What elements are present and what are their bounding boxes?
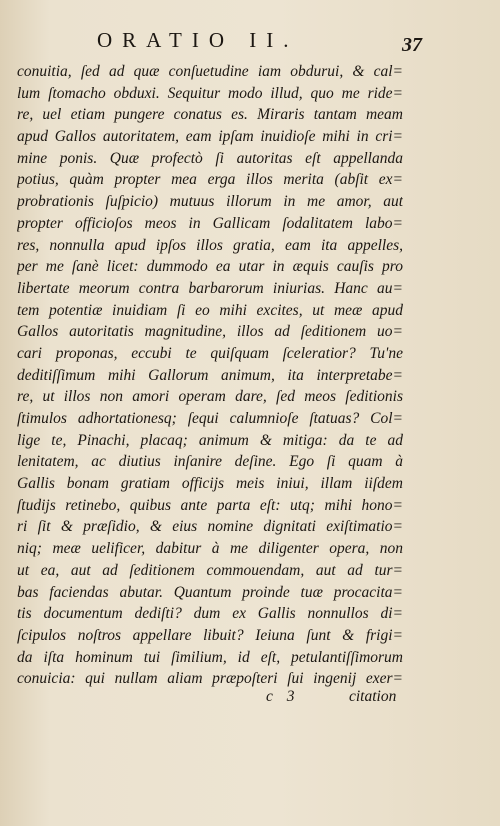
- text-line: mine ponis. Quæ profectò ſi autoritas eſt appellanda: [17, 149, 403, 167]
- text-line: conuitia, ſed ad quæ conſuetudine iam obdurui, & cal=: [17, 63, 403, 80]
- text-line: probrationis ſuſpicio) mutuus illorum in me amor, aut: [17, 193, 403, 211]
- text-line: lige te, Pinachi, placaq; animum & mitiga: da te ad: [17, 431, 403, 449]
- text-line: ſtimulos adhortationesq; ſequi calumnioſe ſtatuas? Col=: [17, 410, 403, 427]
- page-number: 37: [402, 34, 422, 56]
- page-footer: [0, 688, 500, 712]
- text-line: per me ſanè licet: dummodo ea utar in æquis cauſis pro: [17, 258, 403, 276]
- catchword: citation: [349, 688, 397, 705]
- text-line: lum ſtomacho obduxi. Sequitur modo illud, quo me ride=: [17, 84, 403, 102]
- text-line: propter officioſos meos in Gallicam ſodalitatem labo=: [17, 214, 403, 232]
- text-line: ſcipulos noſtros appellare libuit? Ieiuna ſunt & frigi=: [17, 626, 403, 644]
- text-line: Gallis bonam gratiam officijs meis iniui, illam iiſdem: [17, 475, 403, 493]
- text-line: da iſta hominum tui ſimilium, id eſt, petulantiſſimorum: [17, 648, 403, 666]
- text-line: cari proponas, eccubi te quiſquam ſceleratior? Tu'ne: [17, 344, 403, 362]
- text-line: apud Gallos autoritatem, eam ipſam inuidioſe mihi in cri=: [17, 128, 403, 146]
- text-line: deditiſſimum mihi Gallorum animum, ita interpretabe=: [17, 366, 403, 384]
- text-line: Gallos autoritatis magnitudine, illos ad ſeditionem uo=: [17, 323, 403, 341]
- text-line: lenitatem, ac diutius inſanire deſine. Ego ſi quam à: [17, 453, 403, 471]
- text-line: ſtudijs retinebo, quibus ante parta eſt: utq; mihi hono=: [17, 496, 403, 514]
- text-block: [17, 61, 403, 690]
- signature-mark: c 3: [266, 688, 295, 705]
- text-line: bas faciendas abutar. Quantum proinde tuæ procacita=: [17, 583, 403, 601]
- text-line: conuicia: qui nullam aliam præpoſteri ſui ingenij exer=: [17, 670, 403, 688]
- running-head: ORATIO II.: [97, 28, 299, 52]
- text-line: tis documentum dediſti? dum ex Gallis nonnullos di=: [17, 605, 403, 623]
- text-line: libertate meorum contra barbarorum iniurias. Hanc au=: [17, 279, 403, 297]
- text-line: tem potentiæ inuidiam ſi eo mihi excites, ut meæ apud: [17, 301, 403, 319]
- text-line: re, ut illos non amori operam dare, ſed meos ſeditionis: [17, 388, 403, 406]
- text-line: res, nonnulla apud ipſos illos gratia, eam ita appelles,: [17, 236, 403, 254]
- text-line: ut ea, aut ad ſeditionem commouendam, aut ad tur=: [17, 561, 403, 579]
- text-line: re, uel etiam pungere conatus es. Miraris tantam meam: [17, 106, 403, 124]
- page-header: [0, 28, 500, 58]
- text-line: ri ſit & præſidio, & eius nomine dignitati exiſtimatio=: [17, 518, 403, 536]
- text-line: niq; meæ uelificer, dabitur à me diligenter opera, non: [17, 540, 403, 558]
- text-line: potius, quàm propter mea erga illos merita (abſit ex=: [17, 171, 403, 189]
